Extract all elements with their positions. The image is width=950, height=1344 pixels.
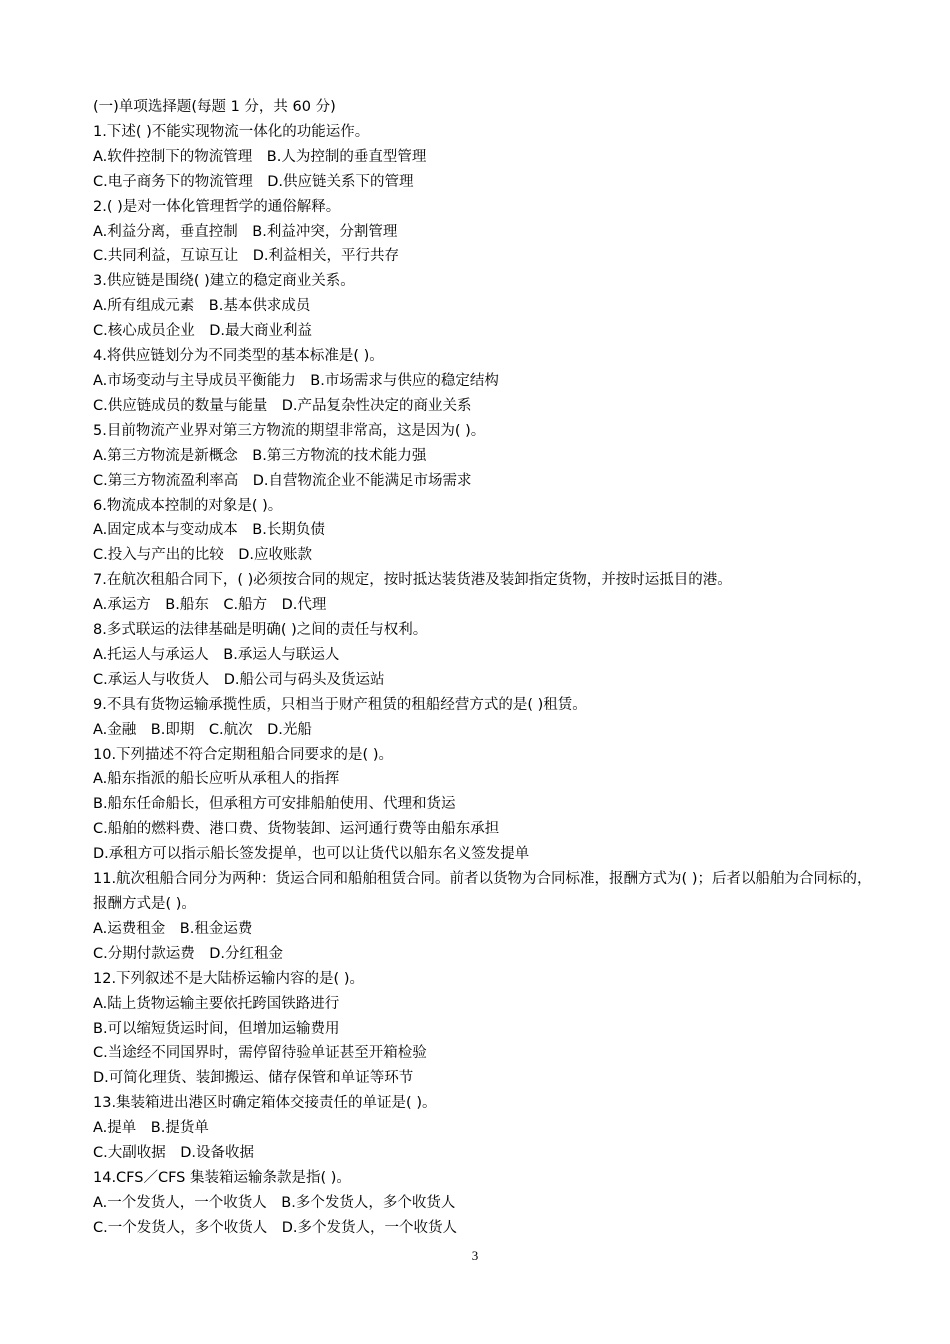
text-line: 7.在航次租船合同下，( )必须按合同的规定，按时抵达装货港及装卸指定货物，并按时运抵目的港。 [93, 572, 732, 589]
text-line: C.大副收据 D.设备收据 [93, 1145, 255, 1162]
text-line: C.第三方物流盈利率高 D.自营物流企业不能满足市场需求 [93, 472, 472, 489]
text-line: D.承租方可以指示船长签发提单，也可以让货代以船东名义签发提单 [93, 846, 530, 863]
text-line: A.金融 B.即期 C.航次 D.光船 [93, 721, 312, 738]
text-line: B.可以缩短货运时间，但增加运输费用 [93, 1020, 340, 1037]
text-line: C.一个发货人，多个收货人 D.多个发货人，一个收货人 [93, 1219, 458, 1236]
text-line: A.固定成本与变动成本 B.长期负债 [93, 522, 325, 539]
text-line: D.可简化理货、装卸搬运、储存保管和单证等环节 [93, 1070, 414, 1087]
text-line: 4.将供应链划分为不同类型的基本标准是( )。 [93, 348, 384, 365]
text-line: C.核心成员企业 D.最大商业利益 [93, 323, 313, 340]
text-line: 14.CFS／CFS 集装箱运输条款是指( )。 [93, 1169, 351, 1186]
text-line: A.运费租金 B.租金运费 [93, 920, 253, 937]
text-line: A.一个发货人，一个收货人 B.多个发货人，多个收货人 [93, 1194, 456, 1211]
text-line: 9.不具有货物运输承揽性质，只相当于财产租赁的租船经营方式的是( )租赁。 [93, 696, 587, 713]
text-line: 11.航次租船合同分为两种：货运合同和船舶租赁合同。前者以货物为合同标准，报酬方式为( )；后者以船舶为合同标的，报酬方式是( )。 [93, 871, 872, 912]
text-line: C.分期付款运费 D.分红租金 [93, 945, 284, 962]
text-line: C.共同利益，互谅互让 D.利益相关，平行共存 [93, 248, 400, 265]
text-line: A.利益分离，垂直控制 B.利益冲突，分割管理 [93, 223, 398, 240]
page-number: 3 [471, 1248, 479, 1263]
text-line: C.承运人与收货人 D.船公司与码头及货运站 [93, 671, 385, 688]
text-line: B.船东任命船长，但承租方可安排船舶使用、代理和货运 [93, 796, 456, 813]
text-line: A.陆上货物运输主要依托跨国铁路进行 [93, 995, 340, 1012]
text-line: A.软件控制下的物流管理 B.人为控制的垂直型管理 [93, 148, 427, 165]
text-line: A.第三方物流是新概念 B.第三方物流的技术能力强 [93, 447, 427, 464]
text-line: C.投入与产出的比较 D.应收账款 [93, 547, 313, 564]
text-line: A.所有组成元素 B.基本供求成员 [93, 298, 311, 315]
text-line: A.提单 B.提货单 [93, 1120, 209, 1137]
text-line: 6.物流成本控制的对象是( )。 [93, 497, 283, 514]
text-line: 13.集装箱进出港区时确定箱体交接责任的单证是( )。 [93, 1095, 437, 1112]
text-line: A.船东指派的船长应听从承租人的指挥 [93, 771, 340, 788]
document-body [93, 95, 883, 1241]
text-line: 2.( )是对一体化管理哲学的通俗解释。 [93, 198, 341, 215]
text-line: 8.多式联运的法律基础是明确( )之间的责任与权利。 [93, 622, 428, 639]
text-line: 12.下列叙述不是大陆桥运输内容的是( )。 [93, 970, 364, 987]
section-title: (一)单项选择题(每题 1 分，共 60 分) [93, 99, 336, 115]
text-line: 10.下列描述不符合定期租船合同要求的是( )。 [93, 746, 393, 763]
text-line: C.供应链成员的数量与能量 D.产品复杂性决定的商业关系 [93, 397, 472, 414]
text-line: C.当途经不同国界时，需停留待验单证甚至开箱检验 [93, 1045, 427, 1062]
text-line: A.承运方 B.船东 C.船方 D.代理 [93, 597, 327, 614]
text-line: 3.供应链是围绕( )建立的稳定商业关系。 [93, 273, 355, 290]
text-line: 5.目前物流产业界对第三方物流的期望非常高，这是因为( )。 [93, 422, 486, 439]
text-line: A.托运人与承运人 B.承运人与联运人 [93, 646, 340, 663]
text-line: 1.下述( )不能实现物流一体化的功能运作。 [93, 123, 370, 140]
text-line: A.市场变动与主导成员平衡能力 B.市场需求与供应的稳定结构 [93, 372, 499, 389]
text-line: C.电子商务下的物流管理 D.供应链关系下的管理 [93, 173, 414, 190]
text-line: C.船舶的燃料费、港口费、货物装卸、运河通行费等由船东承担 [93, 821, 500, 838]
